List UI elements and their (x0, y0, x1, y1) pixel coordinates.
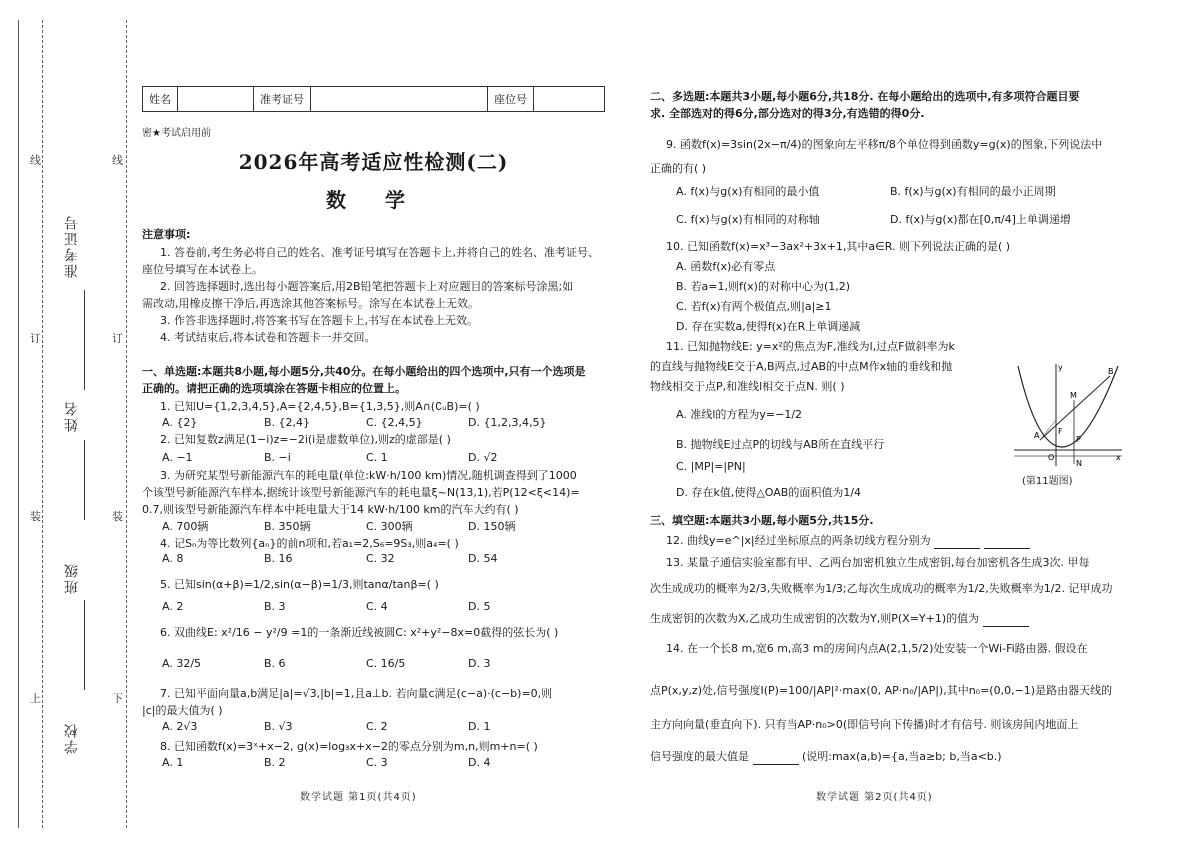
q11-option-c: C. |MP|=|PN| (676, 460, 746, 473)
question-3-cont: 个该型号新能源汽车样本,据统计该型号新能源汽车的耗电量ξ~N(13,1),若P(12<ξ<14)= (142, 486, 580, 499)
section1-heading-cont: 正确的。请把正确的选项填涂在答题卡相应的位置上。 (142, 382, 406, 395)
page-footer: 数学试题 第2页(共4页) (816, 792, 933, 803)
q10-option-b: B. 若a=1,则f(x)的对称中心为(1,2) (676, 280, 851, 293)
option-d: D. 54 (468, 552, 498, 565)
figure-caption: (第11题图) (1022, 476, 1073, 487)
label-o: O (1048, 453, 1055, 462)
header-seat-label: 座位号 (488, 87, 534, 111)
q3-options (162, 518, 515, 534)
question-12 (666, 532, 1030, 549)
section1-heading: 一、单选题:本题共8小题,每小题5分,共40分。在每小题给出的四个选项中,只有一个选项是 (142, 365, 586, 378)
confidential-mark: 密★考试启用前 (142, 128, 211, 139)
option-a: A. −1 (162, 451, 193, 464)
question-14-last: 信号强度的最大值是 (650, 750, 749, 763)
binding-border-line (18, 20, 19, 828)
binding-dashed-line (42, 20, 43, 828)
q9-option-c: C. f(x)与g(x)有相同的对称轴 (676, 213, 820, 226)
question-3: 3. 为研究某型号新能源汽车的耗电量(单位:kW·h/100 km)情况,随机调查得到了1000 (160, 469, 577, 482)
option-c: C. 16/5 (366, 657, 406, 670)
option-c: C. 1 (366, 451, 388, 464)
option-a: A. {2} (162, 416, 198, 429)
page-footer: 数学试题 第1页(共4页) (300, 792, 417, 803)
option-c: C. 2 (366, 720, 388, 733)
answer-blank[interactable] (983, 615, 1029, 627)
q7-options (162, 720, 490, 733)
info-header-box (142, 86, 605, 112)
option-b: B. 350辆 (264, 520, 311, 533)
question-1: 1. 已知U={1,2,3,4,5},A={2,4,5},B={1,3,5},则A∩(∁ᵤB)=( ) (160, 400, 480, 413)
q10-option-a: A. 函数f(x)必有零点 (676, 260, 776, 273)
option-b: B. √3 (264, 720, 293, 733)
note-line: 2. 回答选择题时,选出每小题答案后,用2B铅笔把答题卡上对应题目的答案标号涂黑;如 (160, 280, 574, 293)
header-seat-field[interactable] (534, 87, 604, 111)
subject-title: 数 学 (326, 188, 421, 212)
header-admission-label: 准考证号 (254, 87, 311, 111)
section3-heading: 三、填空题:本题共3小题,每小题5分,共15分. (650, 514, 874, 527)
label-f: F (1058, 427, 1063, 436)
label-n: N (1076, 459, 1082, 468)
option-d: D. {1,2,3,4,5} (468, 416, 547, 429)
note-line: 座位号填写在本试卷上。 (142, 263, 263, 276)
question-13-cont (650, 610, 1029, 627)
label-b: B (1108, 367, 1114, 376)
q6-options (162, 657, 490, 670)
option-a: A. 2 (162, 600, 184, 613)
option-c: C. {2,4,5} (366, 416, 423, 429)
question-5: 5. 已知sin(α+β)=1/2,sin(α−β)=1/3,则tanα/tanβ=( ) (160, 578, 439, 591)
option-c: C. 32 (366, 552, 395, 565)
question-6: 6. 双曲线E: x²/16 − y²/9 =1的一条渐近线被圆C: x²+y²−8x=0截得的弦长为( ) (160, 626, 559, 639)
option-b: B. {2,4} (264, 416, 311, 429)
question-9: 9. 函数f(x)=3sin(2x−π/4)的图象向左平移π/8个单位得到函数y=g(x)的图象,下列说法中 (666, 138, 1103, 151)
question-14-cont: 点P(x,y,z)处,信号强度I(P)=100/|AP|²·max(0, AP·n₀/|AP|),其中n₀=(0,0,−1)是路由器天线的 (650, 684, 1113, 697)
binding-dashed-line (126, 20, 127, 828)
option-a: A. 2√3 (162, 720, 198, 733)
cut-mark-top: 上 (30, 692, 41, 705)
q1-options (162, 416, 546, 429)
cut-mark-line: 线 (30, 154, 41, 167)
q2-options (162, 451, 497, 464)
q9-option-b: B. f(x)与g(x)有相同的最小正周期 (890, 185, 1056, 198)
option-d: D. 3 (468, 657, 491, 670)
option-b: B. 6 (264, 657, 286, 670)
header-admission-field[interactable] (311, 87, 488, 111)
note-line: 需改动,用橡皮擦干净后,再选涂其他答案标号。涂写在本试卷上无效。 (142, 297, 479, 310)
cut-mark-line: 线 (112, 154, 123, 167)
cut-mark-order: 订 (30, 332, 41, 345)
question-14-note: (说明:max(a,b)={a,当a≥b; b,当a<b.) (802, 750, 1002, 763)
label-p: P (1076, 435, 1081, 444)
exam-title: 2026年高考适应性检测(二) (238, 150, 509, 174)
question-11-cont: 的直线与抛物线E交于A,B两点,过AB的中点M作x轴的垂线和抛 (650, 360, 953, 373)
option-d: D. 5 (468, 600, 491, 613)
q11-option-d: D. 存在k值,使得△OAB的面积值为1/4 (676, 486, 862, 499)
admission-label: 准考证号 (64, 214, 80, 278)
label-x: x (1116, 453, 1121, 462)
q9-option-d: D. f(x)与g(x)都在[0,π/4]上单调递增 (890, 213, 1071, 226)
label-a: A (1034, 431, 1040, 440)
cut-mark-order: 订 (112, 332, 123, 345)
option-c: C. 300辆 (366, 520, 413, 533)
option-d: D. 150辆 (468, 520, 516, 533)
q10-option-c: C. 若f(x)有两个极值点,则|a|≥1 (676, 300, 832, 313)
label-m: M (1070, 391, 1077, 400)
parabola-curve (1018, 366, 1118, 447)
section2-heading-cont: 求. 全部选对的得6分,部分选对的得3分,有选错的得0分. (650, 107, 925, 120)
class-label: 班级 (64, 562, 80, 594)
question-11-cont: 物线相交于点P,和准线l相交于点N. 则( ) (650, 380, 845, 393)
option-d: D. 4 (468, 756, 491, 769)
note-line: 3. 作答非选择题时,将答案书写在答题卡上,书写在本试卷上无效。 (160, 314, 478, 327)
option-a: A. 700辆 (162, 520, 209, 533)
cut-mark-bind: 装 (30, 510, 41, 523)
answer-blank[interactable] (984, 537, 1030, 549)
class-fill-line (84, 600, 85, 690)
school-label: 学校 (64, 722, 80, 754)
notes-heading: 注意事项: (142, 228, 191, 241)
binding-margin (0, 0, 132, 848)
question-7: 7. 已知平面向量a,b满足|a|=√3,|b|=1,且a⊥b. 若向量c满足(c−a)·(c−b)=0,则 (160, 687, 553, 700)
answer-blank[interactable] (753, 753, 799, 765)
question-14-cont (650, 748, 1002, 765)
admission-fill-line (84, 290, 85, 390)
option-d: D. √2 (468, 451, 498, 464)
header-name-field[interactable] (178, 87, 254, 111)
question-8: 8. 已知函数f(x)=3ˣ+x−2, g(x)=log₃x+x−2的零点分别为m,n,则m+n=( ) (160, 740, 538, 753)
q8-options (162, 756, 490, 769)
question-10: 10. 已知函数f(x)=x³−3ax²+3x+1,其中a∈R. 则下列说法正确的是( ) (666, 240, 1011, 253)
question-2: 2. 已知复数z满足(1−i)z=−2i(i是虚数单位),则z的虚部是( ) (160, 433, 451, 446)
question-14: 14. 在一个长8 m,宽6 m,高3 m的房间内点A(2,1,5/2)处安装一个Wi-Fi路由器. 假设在 (666, 642, 1088, 655)
question-12-text: 12. 曲线y=e^|x|经过坐标原点的两条切线方程分别为 (666, 534, 931, 547)
question-11: 11. 已知抛物线E: y=x²的焦点为F,准线为l,过点F做斜率为k (666, 340, 955, 353)
question-13-last: 生成密钥的次数为X,乙成功生成密钥的次数为Y,则P(X=Y+1)的值为 (650, 612, 980, 625)
q11-option-b: B. 抛物线E过点P的切线与AB所在直线平行 (676, 438, 885, 451)
segment-af (1040, 420, 1056, 440)
q11-option-a: A. 准线l的方程为y=−1/2 (676, 408, 803, 421)
option-b: B. 3 (264, 600, 286, 613)
cut-mark-bottom: 下 (112, 692, 123, 705)
name-label: 姓名 (64, 400, 80, 432)
option-b: B. 2 (264, 756, 286, 769)
parabola-figure (1010, 360, 1125, 470)
label-y: y (1058, 363, 1063, 372)
option-a: A. 1 (162, 756, 184, 769)
q4-options (162, 552, 497, 565)
note-line: 4. 考试结束后,将本试卷和答题卡一并交回。 (160, 331, 376, 344)
q5-options (162, 600, 490, 613)
question-13: 13. 某量子通信实验室都有甲、乙两台加密机独立生成密钥,每台加密机各生成3次. 甲每 (666, 556, 1090, 569)
option-b: B. −i (264, 451, 291, 464)
cut-mark-bind: 装 (112, 510, 123, 523)
question-3-cont: 0.7,则该型号新能源汽车样本中耗电量大于14 kW·h/100 km的汽车大约有( ) (142, 503, 519, 516)
option-c: C. 3 (366, 756, 388, 769)
name-fill-line (84, 440, 85, 520)
answer-blank[interactable] (934, 537, 980, 549)
q10-option-d: D. 存在实数a,使得f(x)在R上单调递减 (676, 320, 861, 333)
question-9-cont: 正确的有( ) (650, 162, 707, 175)
question-13-cont: 次生成成功的概率为2/3,失败概率为1/3;乙每次生成成功的概率为1/2,失败概率为1/2. 记甲成功 (650, 582, 1113, 595)
option-a: A. 8 (162, 552, 184, 565)
question-4: 4. 记Sₙ为等比数列{aₙ}的前n项和,若a₁=2,S₆=9S₃,则a₄=( ) (160, 537, 459, 550)
option-c: C. 4 (366, 600, 388, 613)
question-14-cont: 主方向向量(垂直向下). 只有当AP·n₀>0(即信号向下传播)时才有信号. 则该房间内地面上 (650, 718, 1079, 731)
question-7-cont: |c|的最大值为( ) (142, 704, 223, 717)
q9-option-a: A. f(x)与g(x)有相同的最小值 (676, 185, 820, 198)
option-d: D. 1 (468, 720, 491, 733)
section2-heading: 二、多选题:本题共3小题,每小题6分,共18分. 在每小题给出的选项中,有多项符合题目要 (650, 90, 1080, 103)
note-line: 1. 答卷前,考生务必将自己的姓名、准考证号填写在答题卡上,并将自己的姓名、准考证号、 (160, 246, 599, 259)
option-a: A. 32/5 (162, 657, 202, 670)
header-name-label: 姓名 (143, 87, 178, 111)
option-b: B. 16 (264, 552, 293, 565)
